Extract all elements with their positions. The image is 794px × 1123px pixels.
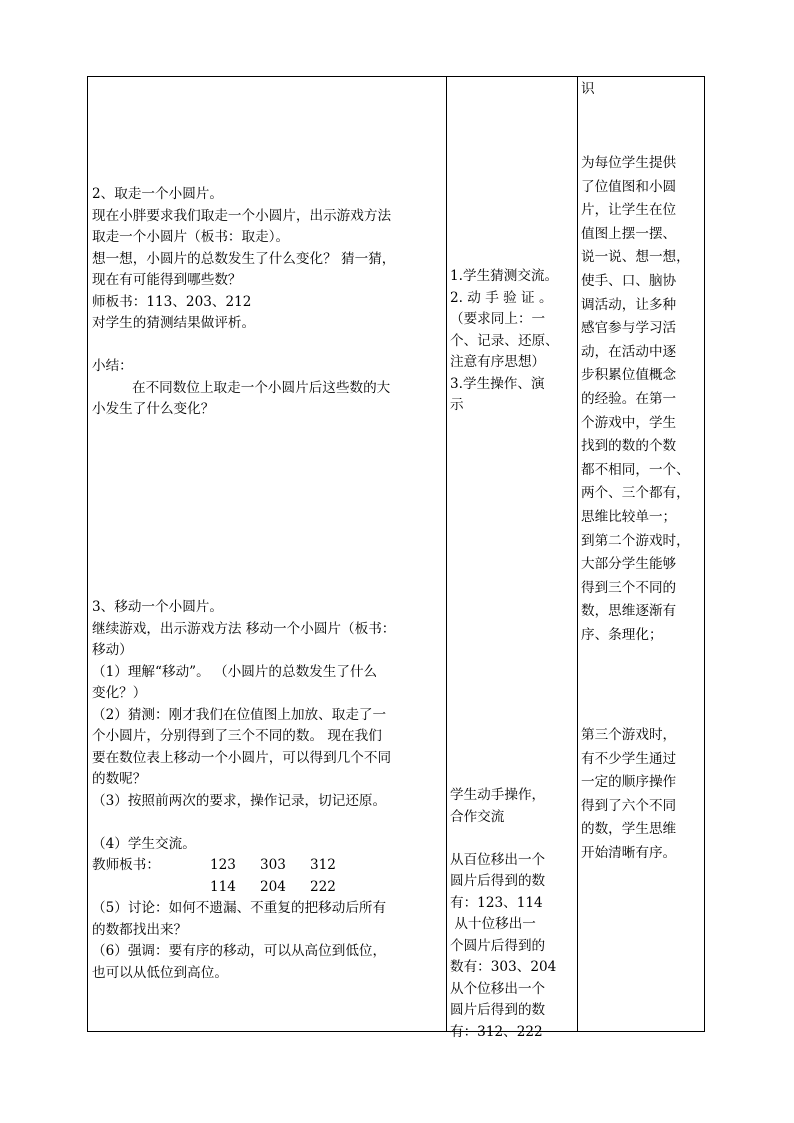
text-line: 从十位移出一 [450,916,536,932]
text-line: 现在小胖要求我们取走一个小圆片，出示游戏方法 [92,207,392,224]
text-line: 使手、口、脑协 [581,272,677,289]
text-line [92,335,442,357]
text-line: 的数都找出来？ [92,921,188,938]
continued-text [581,79,702,101]
text-line: 识 [581,81,595,97]
text-line: 移动） [92,642,133,658]
text-line: 3、移动一个小圆片。 [92,599,223,615]
text-line: 示 [450,397,464,413]
text-line: 2. 动 手 验 证 。 [450,289,553,306]
design-intent-column [577,77,706,1031]
text-line: 的经验。在第一 [581,390,677,407]
text-line: （要求同上：一 [450,311,546,327]
text-line: 第三个游戏时， [581,727,677,743]
text-line: 圆片后得到的数 [450,873,546,889]
text-line: 序、条理化； [581,626,663,643]
board-number: 114 [210,878,236,895]
text-line: 开始清晰有序。 [581,844,677,861]
text-line: 有：123、114 [450,894,543,911]
text-line: 片，让学生在位 [581,202,677,219]
text-line: 的数，学生思维 [581,821,677,838]
text-line: 3.学生操作、演 [450,375,545,392]
student-activity-column [446,77,577,1040]
text-line: 的数呢？ [92,771,147,787]
text-line [450,828,575,850]
text-line: 个圆片后得到的 [450,937,546,954]
text-line: 注意有序思想） [450,354,546,370]
text-line: 数，思维逐渐有 [581,603,677,620]
text-line: 个小圆片，分别得到了三个不同的数。 现在我们 [92,728,382,744]
text-line: 个、记录、还原、 [450,332,559,349]
text-line: 在不同数位上取走一个小圆片后这些数的大 [132,379,391,396]
text-line: 想一想，小圆片的总数发生了什么变化？ 猜一猜， [92,250,396,267]
text-line: 调活动，让多种 [581,296,677,313]
text-line: 也可以从低位到高位。 [92,964,228,981]
text-line: 有：312、222 [450,1023,543,1040]
text-line: 2、取走一个小圆片。 [92,186,223,202]
board-label: 教师板书： [92,857,160,873]
text-line: 现在有可能得到哪些数？ [92,272,242,288]
text-line: 值图上摆一摆、 [581,225,677,242]
board-number: 204 [260,878,286,895]
board-number: 312 [310,857,336,873]
text-line: 感官参与学习活 [581,320,677,337]
text-line: （6）强调：要有序的移动，可以从高位到低位， [92,943,387,959]
lesson-table [87,76,705,1040]
text-line: 小结： [92,358,133,374]
board-number: 303 [260,857,286,873]
text-line: （1）理解“移动”。 （小圆片的总数发生了什么 [92,663,378,680]
text-line: 都不相同，一个、 [581,461,690,478]
board-row [92,877,442,899]
board-row [92,855,442,877]
text-line: 到第二个游戏时， [581,532,690,549]
text-line: 圆片后得到的数 [450,1002,546,1018]
text-line: 两个、三个都有， [581,485,690,502]
text-line: 对学生的猜测结果做评析。 [92,315,256,331]
text-line: （3）按照前两次的要求，操作记录，切记还原。 [92,792,387,809]
text-line: 找到的数的个数 [581,438,677,455]
text-line: （4）学生交流。 [92,835,196,852]
text-line: 从个位移出一个 [450,980,546,997]
text-line: 取走一个小圆片（板书：取走）。 [92,229,290,245]
text-line: 一定的顺序操作 [581,774,677,791]
board-number: 123 [210,857,236,873]
text-line: 合作交流 [450,808,505,825]
text-line: （2）猜测：刚才我们在位值图上加放、取走了一 [92,706,387,723]
text-line: 思维比较单一； [581,508,677,525]
activity-move [450,785,575,1043]
text-line: 变化？） [92,685,147,701]
activity-take-away [450,266,575,417]
text-line: 动，在活动中逐 [581,343,677,360]
text-line: （5）讨论：如何不遗漏、不重复的把移动后所有 [92,900,387,916]
text-line: 数有：303、204 [450,959,557,975]
text-line: 学生动手操作， [450,787,546,803]
intent-block-first [581,152,702,647]
board-number: 222 [310,878,336,895]
text-line: 步积累位值概念 [581,367,677,384]
text-line: 个游戏中，学生 [581,414,677,431]
text-line: 有不少学生通过 [581,750,677,767]
text-line: 大部分学生能够 [581,556,677,573]
text-line: 了位值图和小圆 [581,178,677,195]
text-line: 师板书：113、203、212 [92,293,252,310]
text-line: 得到了六个不同 [581,797,677,814]
text-line: 从百位移出一个 [450,851,546,868]
teaching-process-column [88,77,446,1031]
intent-block-second [581,724,702,866]
section-move [92,597,442,984]
text-line: 要在数位表上移动一个小圆片，可以得到几个不同 [92,749,392,766]
text-line: 1.学生猜测交流。 [450,268,559,284]
text-line: 小发生了什么变化？ [92,401,215,417]
text-line [92,812,442,834]
text-line: 为每位学生提供 [581,155,677,171]
text-line: 说一说、想一想， [581,249,690,266]
text-line: 继续游戏，出示游戏方法 移动一个小圆片（板书： [92,620,396,637]
section-take-away [92,184,442,421]
text-line: 得到三个不同的 [581,579,677,596]
